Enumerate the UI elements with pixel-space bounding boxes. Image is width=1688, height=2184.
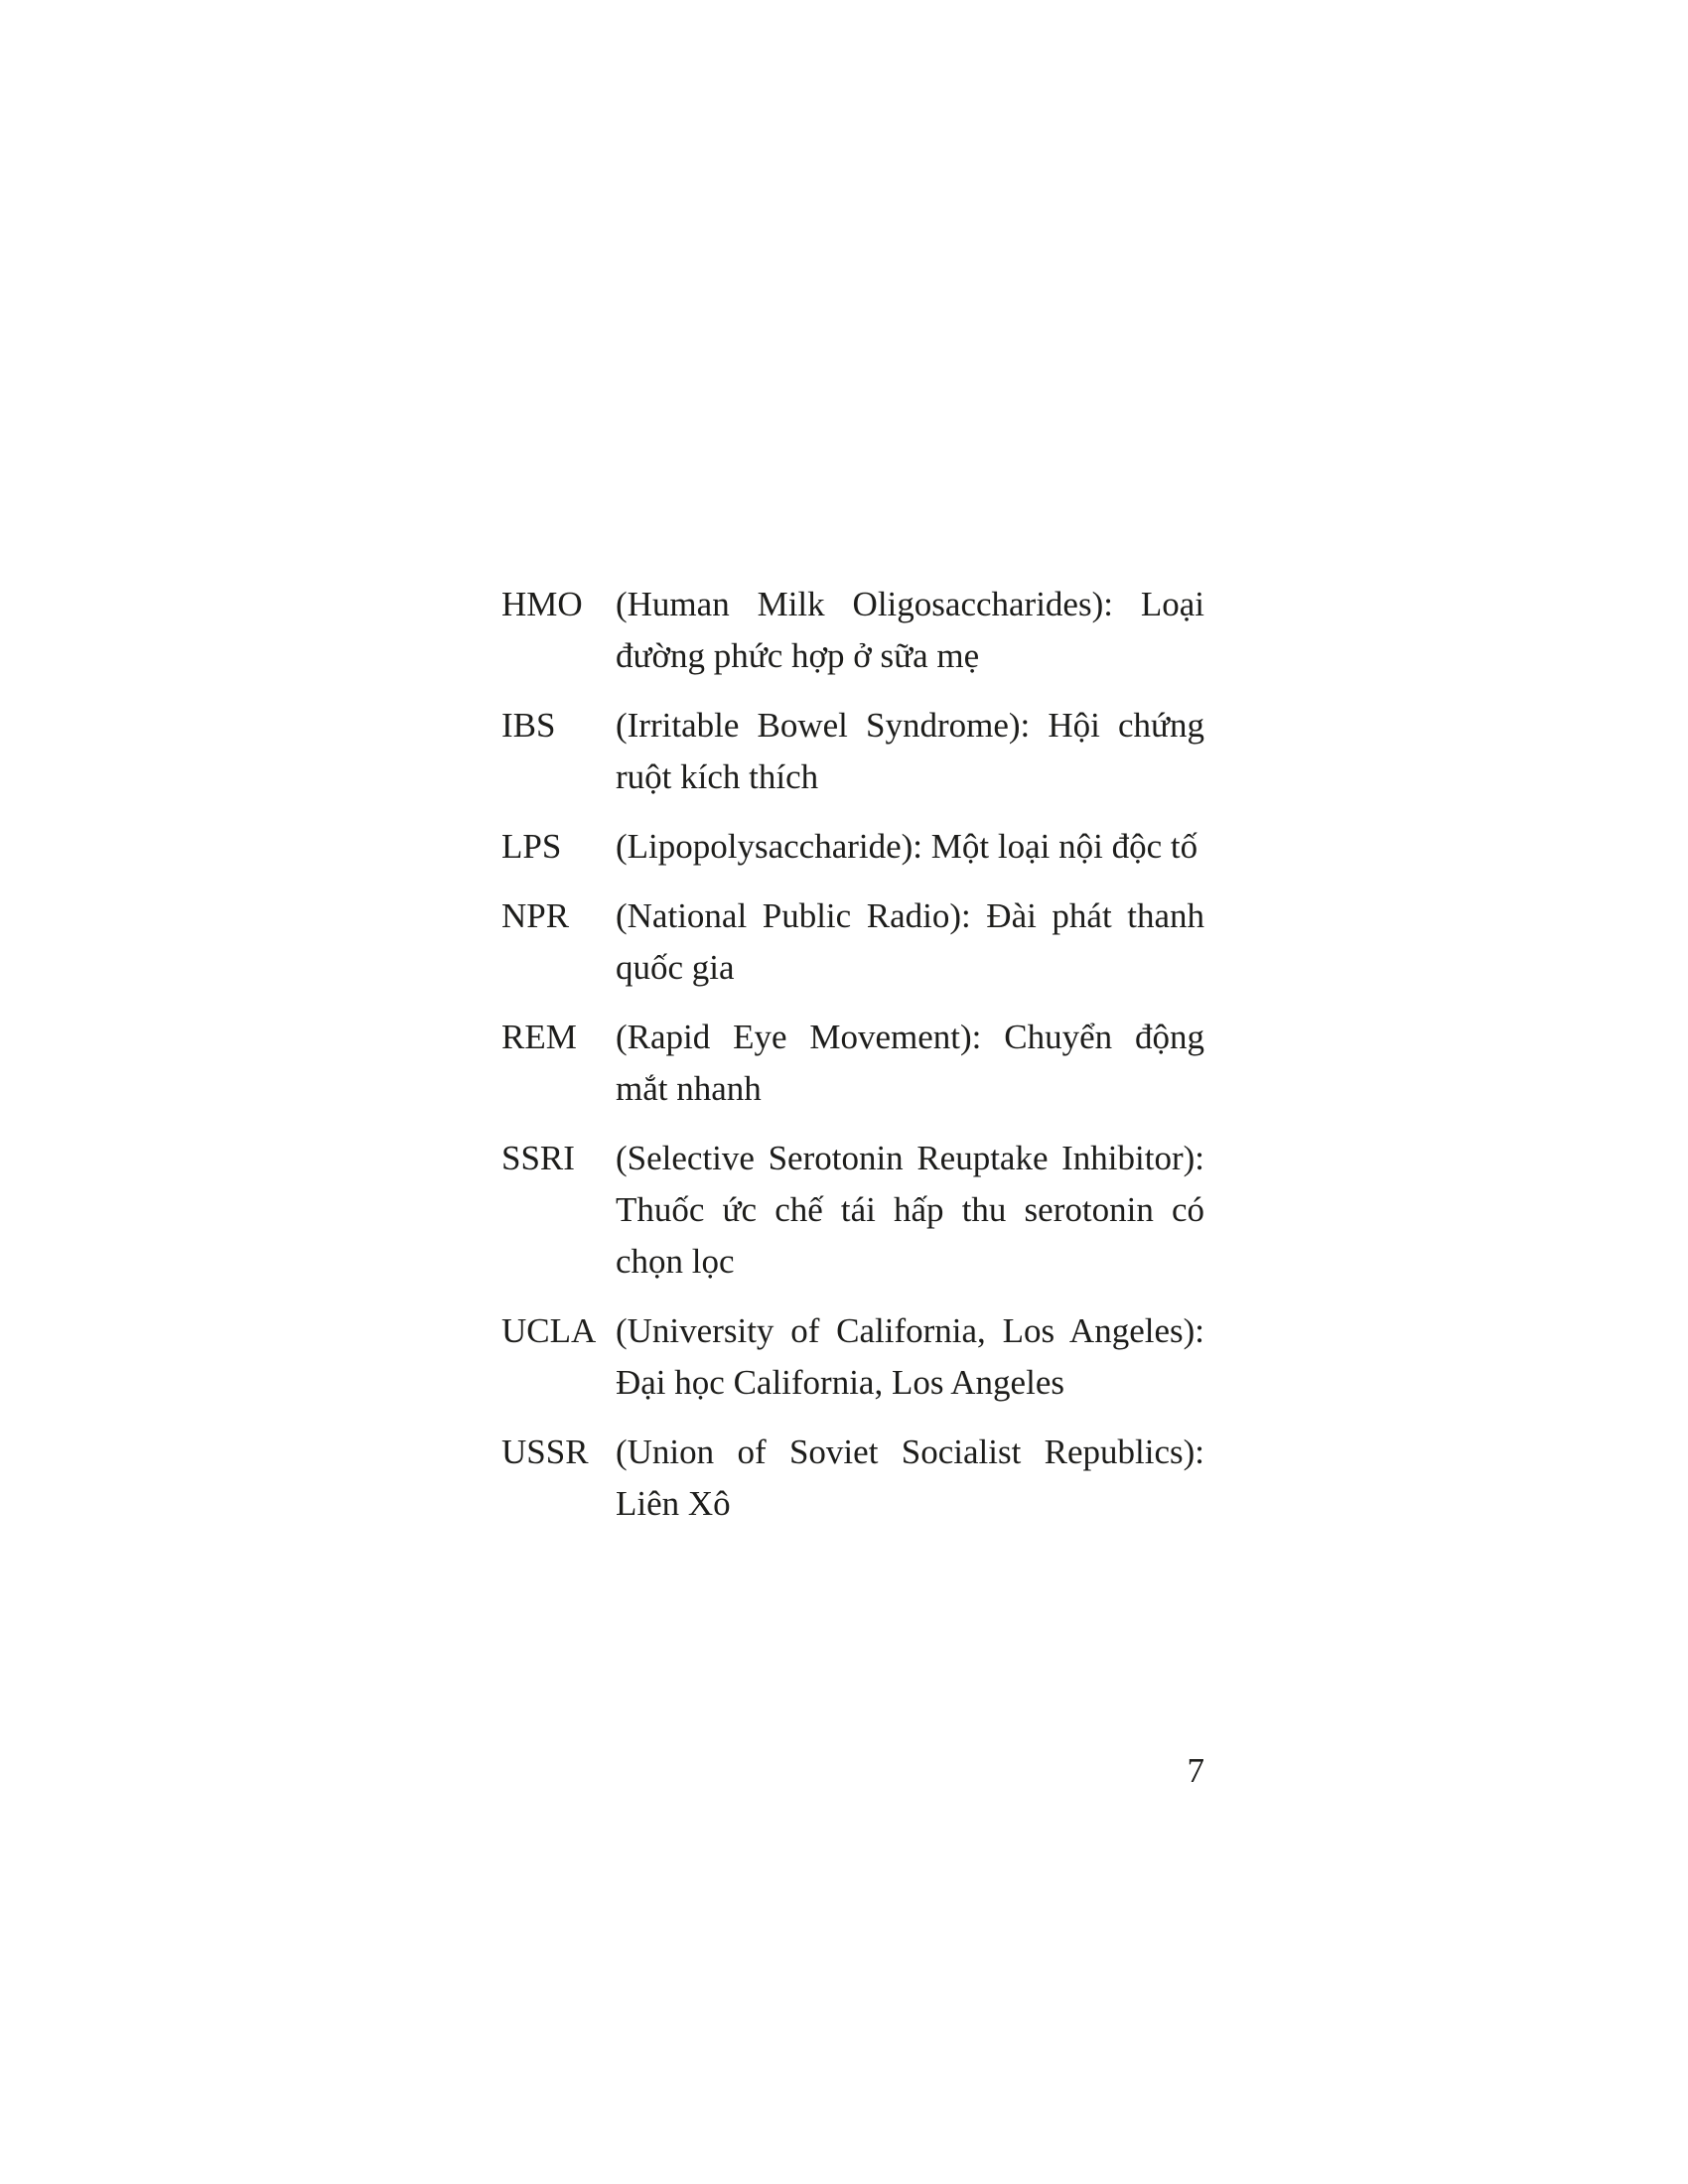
- abbreviation-term: USSR: [501, 1433, 589, 1471]
- definition-line: (Selective Serotonin Reuptake Inhibitor):: [616, 1139, 1204, 1177]
- abbreviation-entry-npr: [501, 890, 1204, 994]
- abbreviation-list: [501, 579, 1204, 1548]
- abbreviation-term: HMO: [501, 585, 583, 623]
- definition-line: (Union of Soviet Socialist Republics):: [616, 1433, 1204, 1471]
- definition-line: (Irritable Bowel Syndrome): Hội chứng: [616, 706, 1204, 745]
- abbreviation-definition: [616, 821, 1204, 873]
- abbreviation-definition: [616, 1305, 1204, 1409]
- abbreviation-entry-lps: [501, 821, 1204, 873]
- abbreviation-definition: [616, 579, 1204, 682]
- abbreviation-term: SSRI: [501, 1139, 575, 1177]
- definition-line: (University of California, Los Angeles):: [616, 1311, 1204, 1350]
- definition-line: đường phức hợp ở sữa mẹ: [616, 636, 980, 675]
- definition-line: chọn lọc: [616, 1242, 735, 1281]
- abbreviation-entry-ibs: [501, 700, 1204, 803]
- definition-line: quốc gia: [616, 948, 735, 987]
- definition-line: (Human Milk Oligosaccharides): Loại: [616, 585, 1204, 623]
- definition-line: Liên Xô: [616, 1484, 731, 1523]
- abbreviation-term: REM: [501, 1018, 577, 1056]
- abbreviation-definition: [616, 700, 1204, 803]
- abbreviation-definition: [616, 890, 1204, 994]
- definition-line: Đại học California, Los Angeles: [616, 1363, 1064, 1402]
- definition-line: mắt nhanh: [616, 1069, 762, 1108]
- abbreviation-entry-rem: [501, 1012, 1204, 1115]
- abbreviation-term: LPS: [501, 827, 562, 866]
- definition-line: (Rapid Eye Movement): Chuyển động: [616, 1018, 1204, 1056]
- abbreviation-term: UCLA: [501, 1311, 597, 1350]
- abbreviation-entry-ssri: [501, 1133, 1204, 1288]
- abbreviation-definition: [616, 1133, 1204, 1288]
- abbreviation-term: IBS: [501, 706, 556, 745]
- abbreviation-entry-hmo: [501, 579, 1204, 682]
- definition-line: Thuốc ức chế tái hấp thu serotonin có: [616, 1190, 1204, 1229]
- definition-line: ruột kích thích: [616, 757, 819, 796]
- page-number: 7: [1187, 1751, 1204, 1790]
- abbreviation-entry-ucla: [501, 1305, 1204, 1409]
- definition-line: (Lipopolysaccharide): Một loại nội độc tố: [616, 827, 1198, 866]
- abbreviation-definition: [616, 1012, 1204, 1115]
- abbreviation-term: NPR: [501, 896, 570, 935]
- abbreviation-entry-ussr: [501, 1427, 1204, 1530]
- definition-line: (National Public Radio): Đài phát thanh: [616, 896, 1204, 935]
- abbreviation-definition: [616, 1427, 1204, 1530]
